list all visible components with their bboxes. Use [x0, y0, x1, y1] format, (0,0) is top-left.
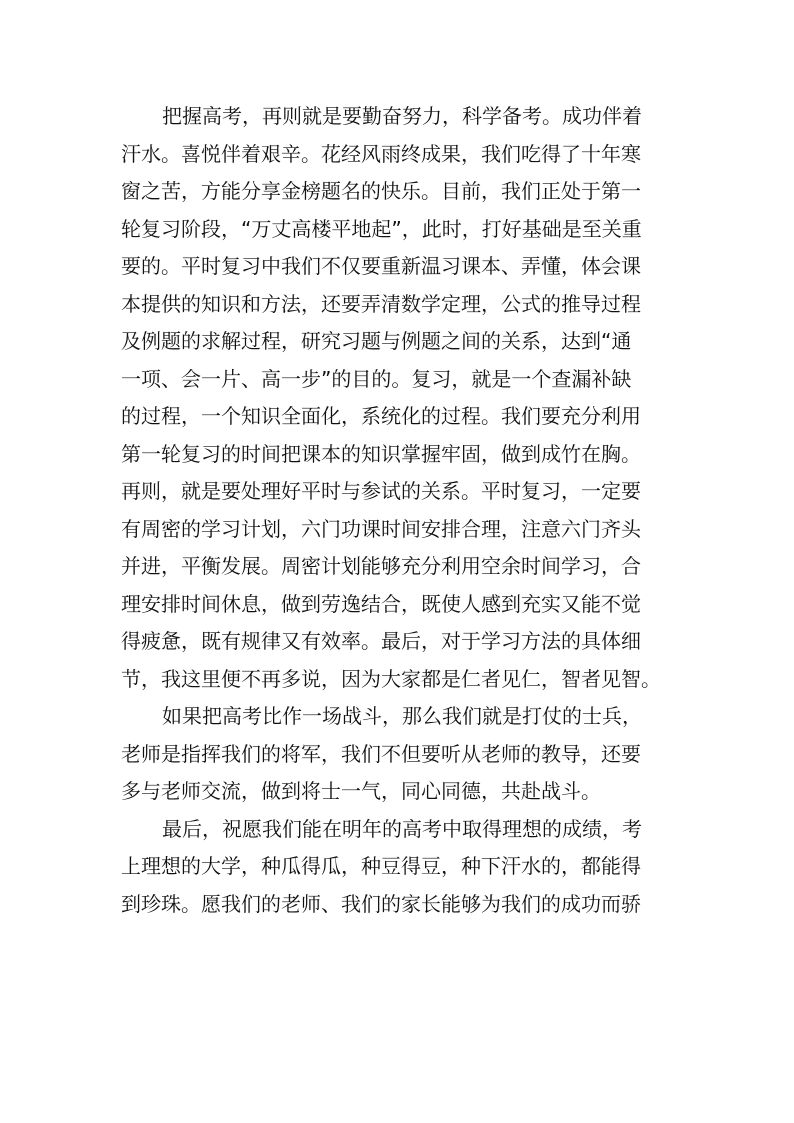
text-line: 并进，平衡发展。周密计划能够充分利用空余时间学习，合 [121, 554, 641, 578]
text-line: 窗之苦，方能分享金榜题名的快乐。目前，我们正处于第一 [121, 179, 641, 203]
text-line: 理安排时间休息，做到劳逸结合，既使人感到充实又能不觉 [121, 591, 641, 616]
text-line: 到珍珠。愿我们的老师、我们的家长能够为我们的成功而骄 [121, 891, 641, 916]
text-line: 第一轮复习的时间把课本的知识掌握牢固，做到成竹在胸。 [121, 441, 641, 466]
text-line: 节，我这里便不再多说，因为大家都是仁者见仁，智者见智。 [121, 666, 661, 691]
text-line: 如果把高考比作一场战斗，那么我们就是打仗的士兵， [162, 704, 642, 728]
text-line: 的过程，一个知识全面化，系统化的过程。我们要充分利用 [121, 404, 641, 428]
document-body [121, 98, 691, 923]
text-line: 把握高考，再则就是要勤奋努力，科学备考。成功伴着 [162, 104, 642, 128]
text-line: 及例题的求解过程，研究习题与例题之间的关系，达到“通 [121, 329, 632, 353]
text-line: 再则，就是要处理好平时与参试的关系。平时复习，一定要 [121, 479, 641, 503]
text-line: 轮复习阶段，“万丈高楼平地起”，此时，打好基础是至关重 [121, 216, 642, 241]
text-line: 最后，祝愿我们能在明年的高考中取得理想的成绩，考 [162, 816, 642, 841]
text-line: 要的。平时复习中我们不仅要重新温习课本、弄懂，体会课 [121, 254, 641, 278]
text-line: 本提供的知识和方法，还要弄清数学定理，公式的推导过程 [121, 291, 641, 316]
text-line: 汗水。喜悦伴着艰辛。花经风雨终成果，我们吃得了十年寒 [121, 141, 641, 166]
text-line: 一项、会一片、高一步”的目的。复习，就是一个查漏补缺 [121, 366, 632, 391]
text-line: 上理想的大学，种瓜得瓜，种豆得豆，种下汗水的，都能得 [121, 854, 641, 878]
text-line: 得疲惫，既有规律又有效率。最后，对于学习方法的具体细 [121, 629, 641, 653]
text-line: 老师是指挥我们的将军，我们不但要听从老师的教导，还要 [121, 741, 641, 766]
text-line: 有周密的学习计划，六门功课时间安排合理，注意六门齐头 [121, 516, 641, 541]
text-line: 多与老师交流，做到将士一气，同心同德，共赴战斗。 [121, 779, 601, 803]
